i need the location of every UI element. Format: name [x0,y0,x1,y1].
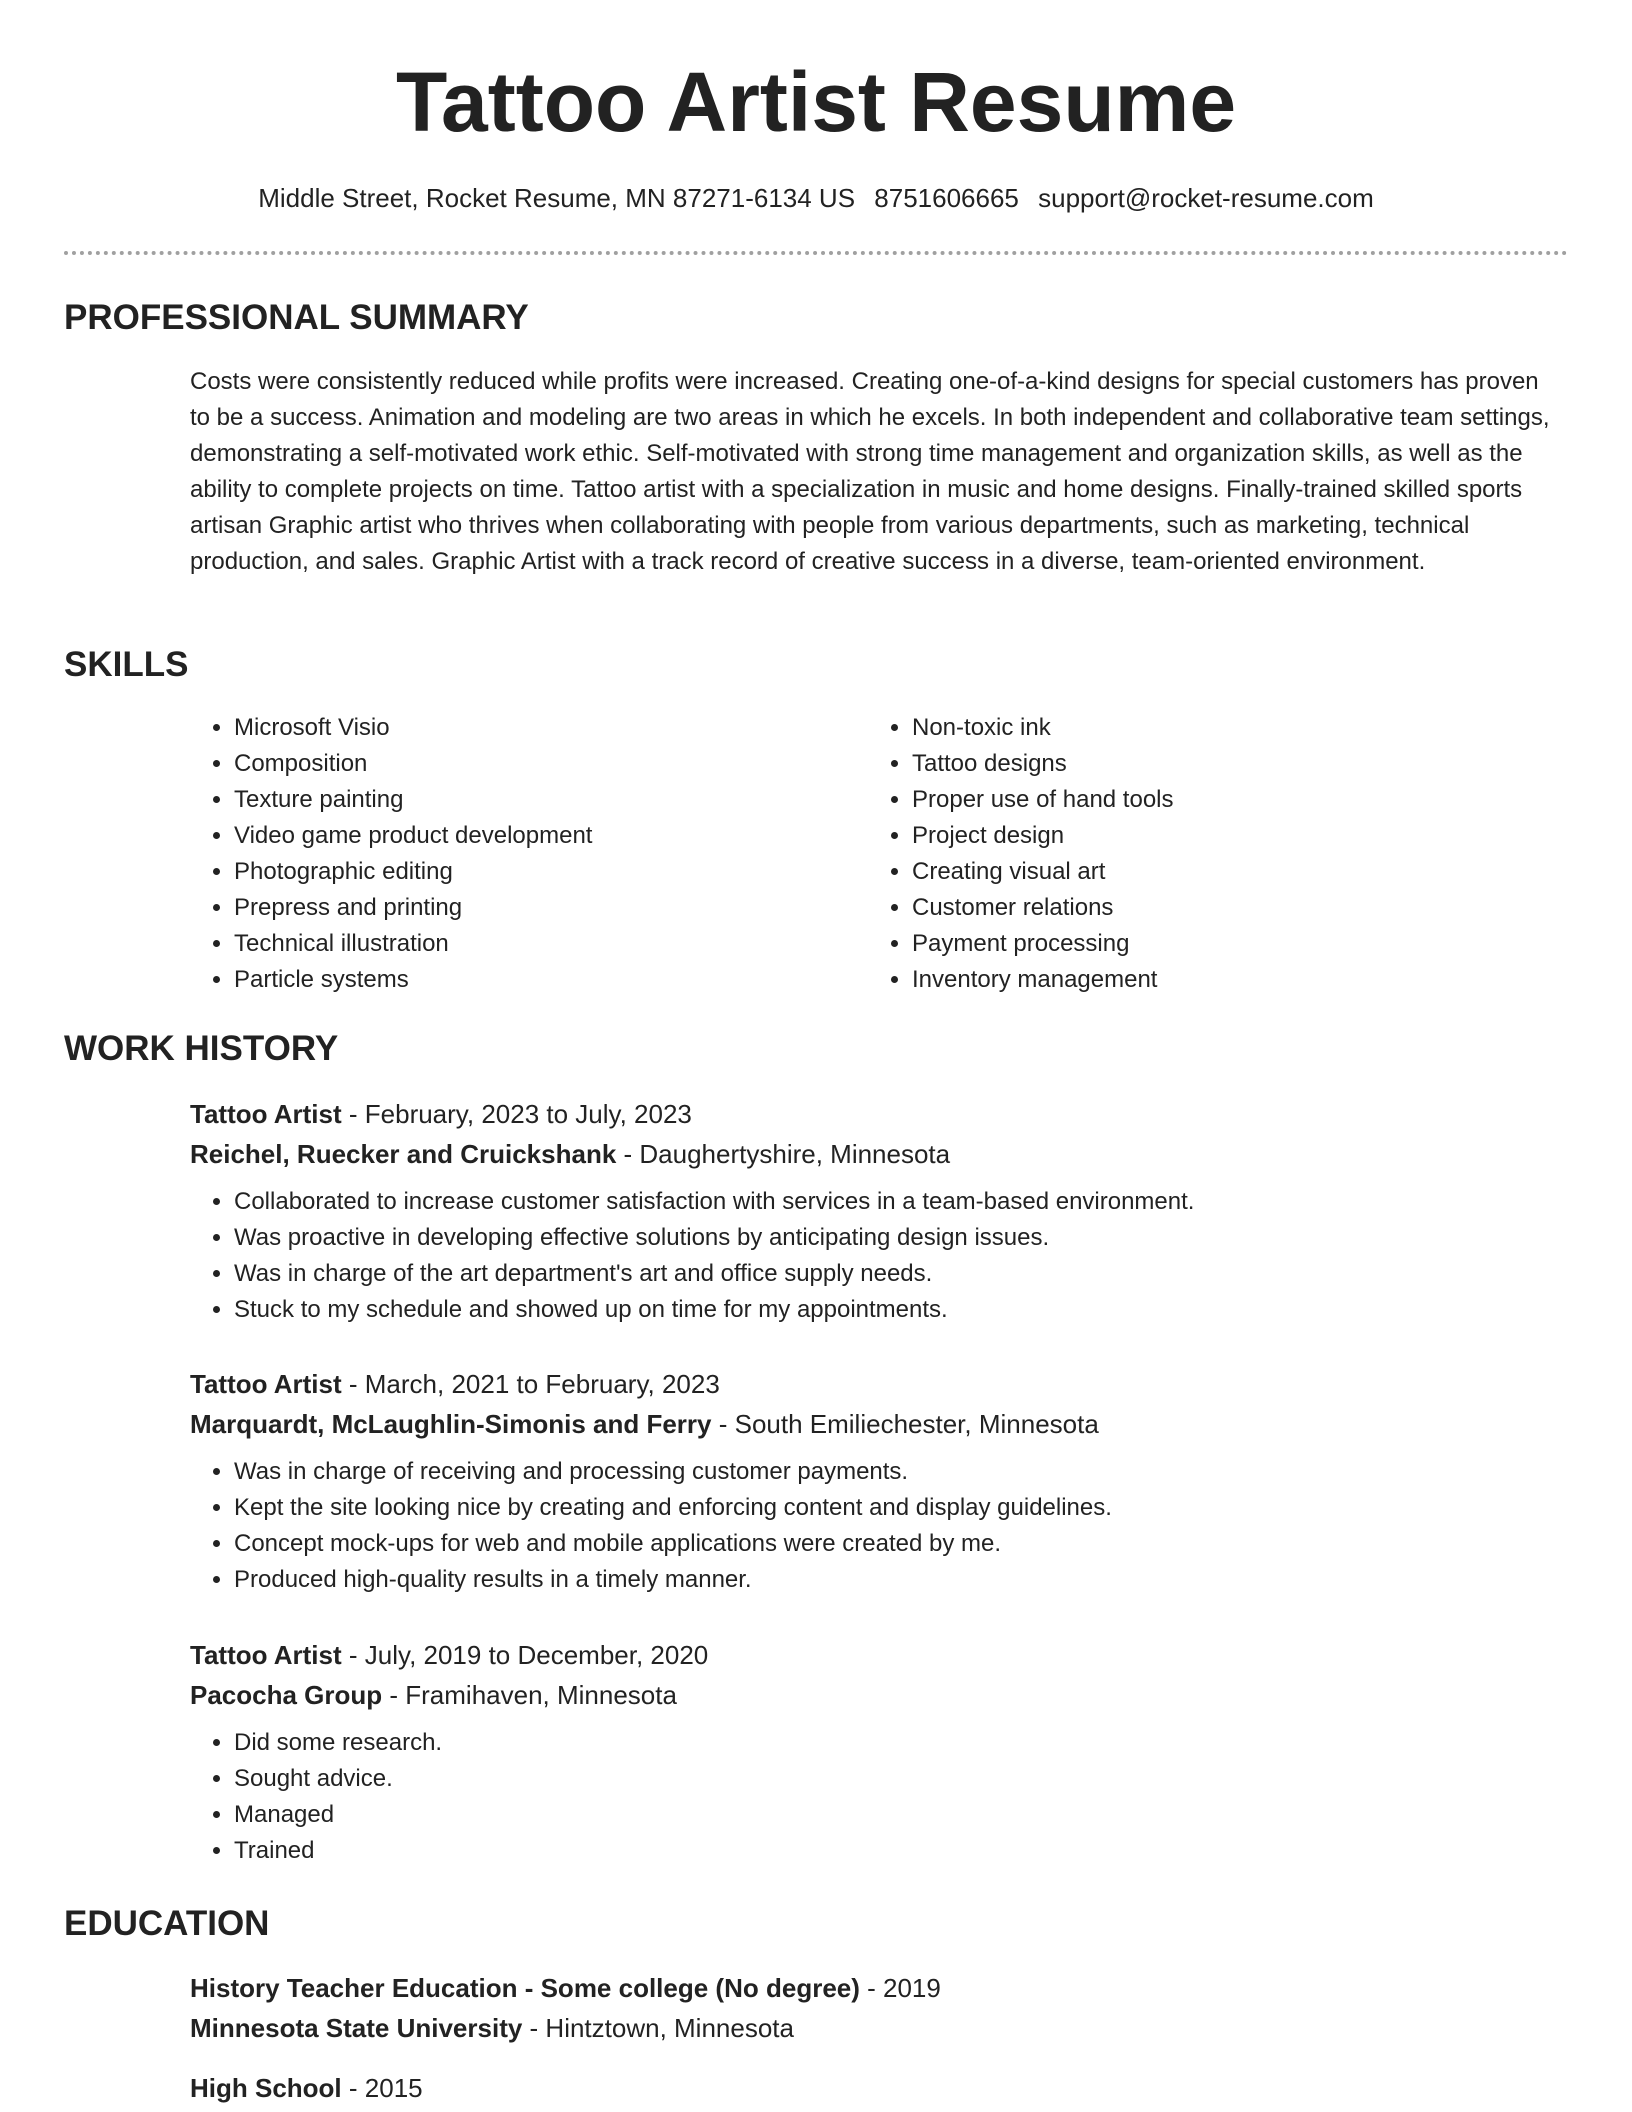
contact-line [0,180,1632,216]
skill-item: • Project design [912,818,1508,854]
job-duties-list [190,1184,1565,1328]
job-company: Marquardt, McLaughlin-Simonis and Ferry [190,1409,712,1439]
contact-address: Middle Street, Rocket Resume, MN 87271-6134 US [258,183,856,213]
skill-item: • Inventory management [912,962,1508,998]
education-degree-line [190,1968,1565,2008]
job-duty: • Was proactive in developing effective solutions by anticipating design issues. [234,1220,1565,1256]
summary-text: Costs were consistently reduced while profits were increased. Creating one-of-a-kind designs for special customers has proven to be a success. Animation and modeling are two areas in which he excels. In both independent and collaborative team settings, demonstrating a self-motivated work ethic. Self-motivated with strong time management and organization skills, as well as the ability to complete projects on time. Tattoo artist with a specialization in music and home designs. Finally-trained skilled sports artisan Graphic artist who thrives when collaborating with people from various departments, such as marketing, technical production, and sales. Graphic Artist with a track record of creative success in a diverse, team-oriented environment. [190,368,1550,575]
skill-item: • Video game product development [234,818,830,854]
skill-item: • Creating visual art [912,854,1508,890]
skill-item: • Non-toxic ink [912,710,1508,746]
job-duties-list [190,1725,1565,1869]
job-location: - Daughertyshire, Minnesota [616,1139,951,1169]
job-location: - South Emiliechester, Minnesota [711,1409,1099,1439]
contact-phone: 8751606665 [874,183,1019,213]
job-duty: • Concept mock-ups for web and mobile applications were created by me. [234,1526,1565,1562]
skill-item: • Particle systems [234,962,830,998]
skills-column-left [190,710,830,998]
job-dates: - February, 2023 to July, 2023 [341,1099,692,1129]
skill-item: • Proper use of hand tools [912,782,1508,818]
job-duty: • Stuck to my schedule and showed up on time for my appointments. [234,1292,1565,1328]
job-entry [190,1364,1565,1598]
job-duty: • Sought advice. [234,1761,1565,1797]
education-school: Minnesota State University [190,2013,523,2043]
job-dates: - March, 2021 to February, 2023 [341,1369,720,1399]
job-title: Tattoo Artist [190,1099,342,1129]
education-degree: History Teacher Education - Some college (No degree) [190,1973,860,2003]
job-company-line [190,1404,1565,1444]
job-company-line [190,1134,1565,1174]
skill-item: • Technical illustration [234,926,830,962]
skill-item: • Texture painting [234,782,830,818]
job-title-line [190,1364,1565,1404]
skills-list-left [190,710,830,998]
skill-item: • Microsoft Visio [234,710,830,746]
job-title: Tattoo Artist [190,1369,342,1399]
contact-email: support@rocket-resume.com [1038,183,1374,213]
education-school-line [190,2008,1565,2048]
header-divider [64,251,1568,255]
job-duty: • Managed [234,1797,1565,1833]
job-duty: • Kept the site looking nice by creating and enforcing content and display guidelines. [234,1490,1565,1526]
education-year: - 2015 [341,2073,423,2103]
section-title-skills: SKILLS [64,645,189,684]
skill-item: • Photographic editing [234,854,830,890]
job-duty: • Was in charge of receiving and processing customer payments. [234,1454,1565,1490]
education-degree-line [190,2068,1565,2108]
skill-item: • Tattoo designs [912,746,1508,782]
resume-title: Tattoo Artist Resume [395,55,1237,149]
job-company: Reichel, Ruecker and Cruickshank [190,1139,617,1169]
job-title-line [190,1094,1565,1134]
skill-item: • Composition [234,746,830,782]
section-title-summary: PROFESSIONAL SUMMARY [64,298,529,337]
job-title-line [190,1635,1565,1675]
job-duty: • Did some research. [234,1725,1565,1761]
section-title-education: EDUCATION [64,1904,270,1943]
job-entry [190,1094,1565,1328]
section-title-work-history: WORK HISTORY [64,1029,339,1068]
job-company: Pacocha Group [190,1680,383,1710]
skills-column-right [868,710,1508,998]
skill-item: • Customer relations [912,890,1508,926]
skills-list-right [868,710,1508,998]
job-duties-list [190,1454,1565,1598]
education-location: - Hintztown, Minnesota [522,2013,794,2043]
job-dates: - July, 2019 to December, 2020 [341,1640,709,1670]
job-duty: • Produced high-quality results in a timely manner. [234,1562,1565,1598]
skill-item: • Prepress and printing [234,890,830,926]
job-duty: • Trained [234,1833,1565,1869]
job-title: Tattoo Artist [190,1640,342,1670]
education-degree: High School [190,2073,342,2103]
skill-item: • Payment processing [912,926,1508,962]
education-year: - 2019 [859,1973,941,2003]
job-entry [190,1635,1565,1869]
job-location: - Framihaven, Minnesota [382,1680,677,1710]
job-duty: • Was in charge of the art department's art and office supply needs. [234,1256,1565,1292]
education-entry [190,1968,1565,2048]
job-duty: • Collaborated to increase customer satisfaction with services in a team-based environment. [234,1184,1565,1220]
education-entry [190,2068,1565,2108]
job-company-line [190,1675,1565,1715]
